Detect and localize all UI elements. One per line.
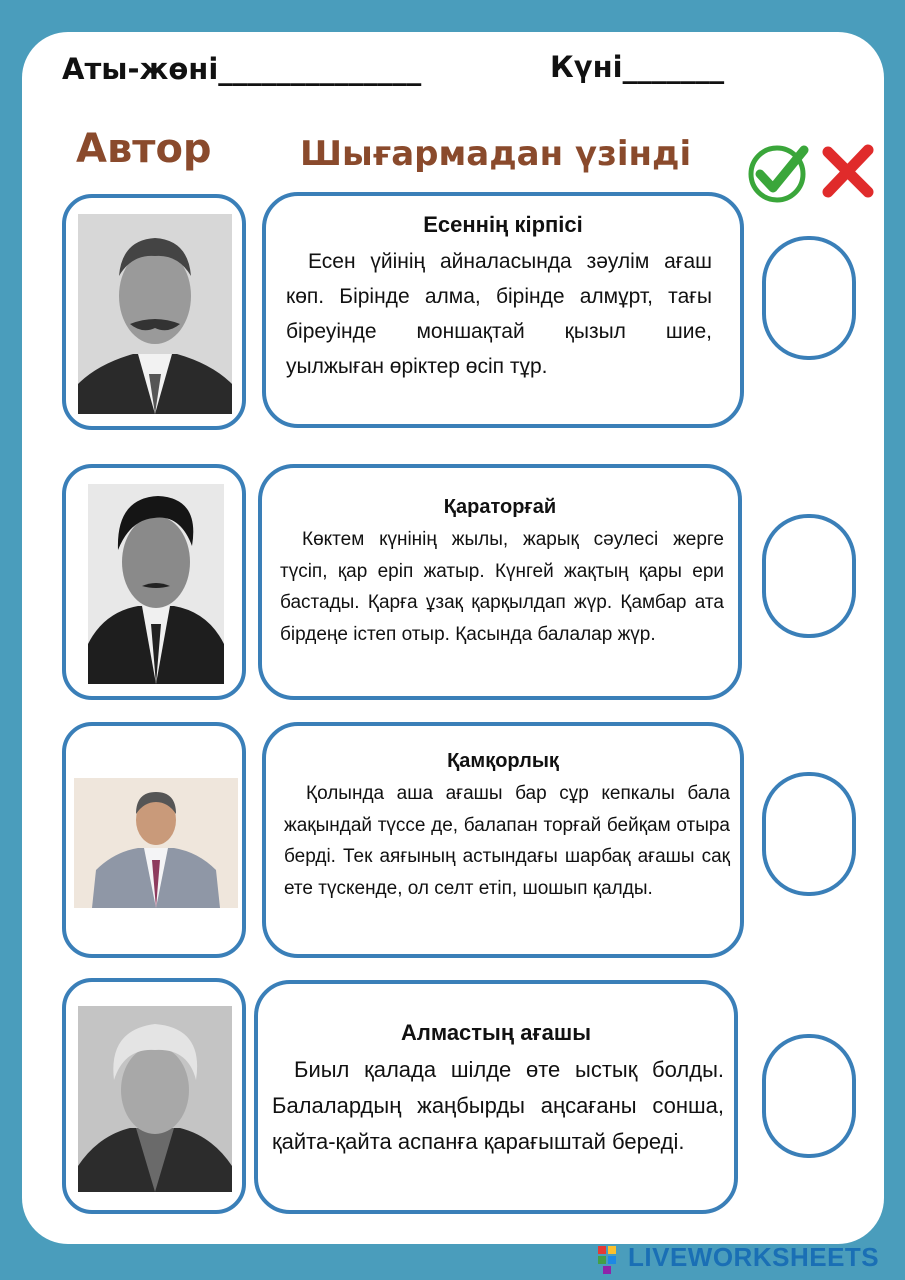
excerpt-box-1	[262, 192, 744, 428]
excerpt-text-1: Есен үйінің айналасында зәулім ағаш көп. Бірінде алма, бірінде алмұрт, тағы біреуінде моншақтай қызыл шие, уылжыған өріктер өсіп тұр.	[286, 250, 712, 378]
answer-slot-4[interactable]	[762, 1034, 856, 1158]
liveworksheets-logo-icon	[598, 1244, 626, 1274]
excerpt-text-2: Көктем күнінің жылы, жарық сәулесі жерге түсіп, қар еріп жатыр. Күнгей жақтың қары ери бастады. Қарға ұзақ қарқылдап жүр. Қамбар ата бірдеңе істеп отыр. Қасында балалар жүр.	[280, 529, 724, 645]
excerpt-box-3	[262, 722, 744, 958]
excerpt-box-2	[258, 464, 742, 700]
excerpt-column-title: Шығармадан үзінді	[300, 134, 692, 174]
author-portrait-4	[78, 1006, 232, 1192]
author-photo-box-3	[62, 722, 246, 958]
check-icon	[746, 142, 810, 204]
author-photo-box-1	[62, 194, 246, 430]
excerpt-title-1: Есеннің кірпісі	[423, 212, 583, 237]
author-column-title: Автор	[76, 126, 212, 172]
excerpt-box-4	[254, 980, 738, 1214]
date-label: Күні_______	[550, 50, 725, 84]
excerpt-title-4: Алмастың ағашы	[400, 1020, 592, 1045]
author-portrait-1	[78, 214, 232, 414]
author-portrait-2	[88, 484, 224, 684]
answer-slot-1[interactable]	[762, 236, 856, 360]
answer-slot-2[interactable]	[762, 514, 856, 638]
excerpt-text-4: Биыл қалада шілде өте ыстық болды. Балалардың жаңбырды аңсағаны сонша, қайта-қайта аспанға қарағыштай береді.	[272, 1057, 724, 1154]
cross-icon	[818, 142, 878, 200]
name-label: Аты-жөні______________	[62, 52, 422, 86]
author-photo-box-2	[62, 464, 246, 700]
excerpt-title-2: Қараторғай	[443, 496, 557, 518]
liveworksheets-brand: LIVEWORKSHEETS	[628, 1242, 880, 1272]
excerpt-text-3: Қолында аша ағашы бар сұр кепкалы бала жақындай түссе де, балапан торғай бейқам отыра берді. Тек аяғының астындағы шарбақ ағашы сақ ете түскенде, ол селт етіп, шошып қалды.	[284, 783, 730, 899]
author-portrait-3	[74, 778, 238, 908]
author-photo-box-4	[62, 978, 246, 1214]
answer-slot-3[interactable]	[762, 772, 856, 896]
excerpt-title-3: Қамқорлық	[447, 750, 559, 772]
